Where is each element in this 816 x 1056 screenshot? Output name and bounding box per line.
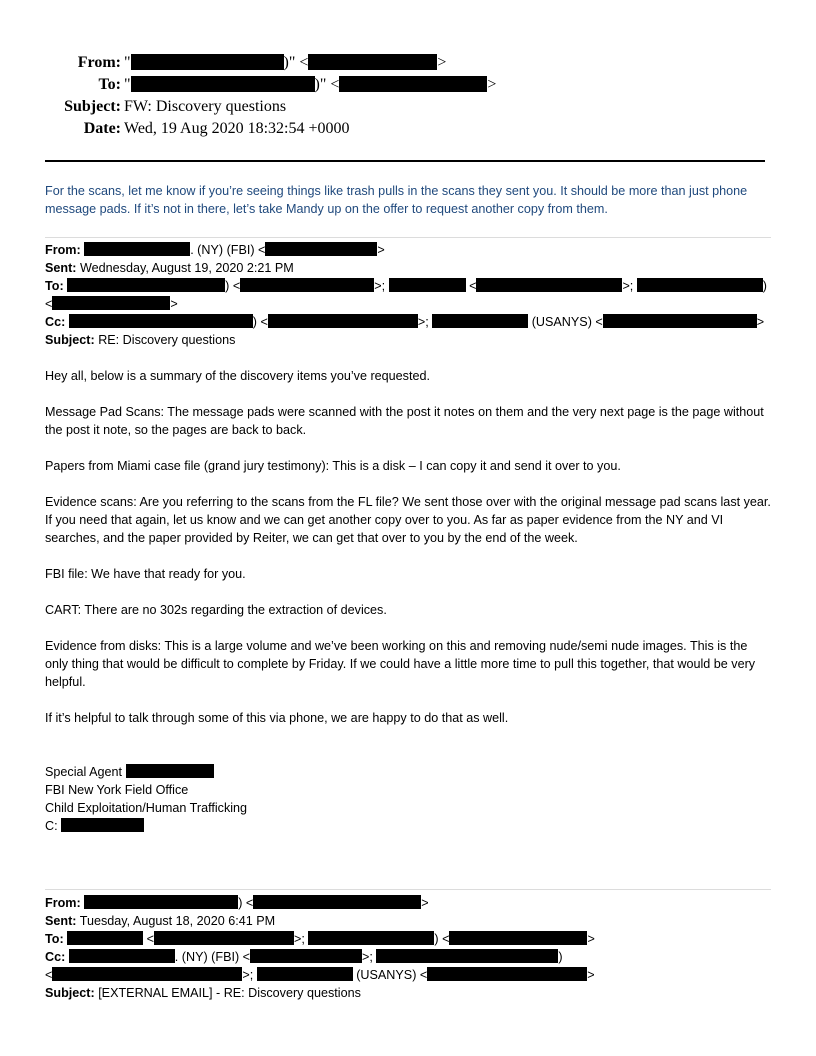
redaction [432,314,528,328]
redaction [476,278,622,292]
redaction [67,931,143,945]
redaction [126,764,214,778]
signature-title: Special Agent [45,763,214,781]
msg1-cc: Cc: ) < >; (USANYS) < > [45,315,765,329]
signature-office: FBI New York Field Office [45,783,189,797]
redaction [84,242,190,256]
redaction [268,314,418,328]
msg2-to: To: < >; ) < > [45,932,595,946]
paragraph: If it’s helpful to talk through some of this via phone, we are happy to do that as well. [45,711,509,725]
redaction [52,967,242,981]
msg1-body [45,367,773,727]
to-label: To: [98,76,121,93]
redaction [637,278,763,292]
subject-label: Subject: [64,98,121,115]
paragraph: FBI file: We have that ready for you. [45,567,246,581]
redaction [308,54,437,70]
message-divider [45,237,771,238]
msg1-to-cont: < > [45,297,178,311]
message-divider [45,889,771,890]
redaction [250,949,362,963]
msg2-cc-cont: < >; (USANYS) < > [45,968,595,982]
redaction [253,895,421,909]
from-value: " )" < > [124,54,447,71]
redaction [131,54,284,70]
redaction [449,931,587,945]
paragraph: Message Pad Scans: The message pads were scanned with the post it notes on them and the very next page is the page without the post it note, so the pages are back to back. [45,405,764,437]
signature-unit: Child Exploitation/Human Trafficking [45,801,248,815]
header-divider [45,160,765,162]
redaction [84,895,238,909]
date-value: Wed, 19 Aug 2020 18:32:54 +0000 [124,120,350,137]
redaction [154,931,294,945]
date-label: Date: [83,120,121,137]
paragraph: CART: There are no 302s regarding the extraction of devices. [45,603,387,617]
redaction [603,314,757,328]
redaction [131,76,315,92]
reply-body: For the scans, let me know if you’re seeing things like trash pulls in the scans they sent you. It should be more than just phone message pads. If it’s not in there, let’s take Mandy up on the offer to request another copy from them. [45,184,748,216]
redaction [240,278,374,292]
to-value: " )" < > [124,76,497,93]
msg2-subject: Subject: [EXTERNAL EMAIL] - RE: Discovery questions [45,986,361,1000]
redaction [61,818,144,832]
redaction [389,278,466,292]
redaction [69,314,253,328]
signature-cell: C: [45,817,144,835]
redaction [265,242,377,256]
redaction [67,278,225,292]
msg1-sent: Sent: Wednesday, August 19, 2020 2:21 PM [45,261,294,275]
redaction [257,967,353,981]
redaction [52,296,170,310]
msg1-to: To: ) < >; < >; ) [45,279,767,293]
subject-value: FW: Discovery questions [124,98,287,115]
msg1-from: From: . (NY) (FBI) < > [45,243,385,257]
msg1-subject: Subject: RE: Discovery questions [45,333,236,347]
redaction [339,76,487,92]
redaction [308,931,434,945]
paragraph: Evidence scans: Are you referring to the scans from the FL file? We sent those over with the original message pad scans last year. If you need that again, let us know and we can get another copy over to you. As far as paper evidence from the NY and VI searches, and the paper provided by Reiter, we can get that over to you by the end of the week. [45,495,771,545]
msg2-from: From: ) < > [45,896,429,910]
msg2-sent: Sent: Tuesday, August 18, 2020 6:41 PM [45,914,276,928]
paragraph: Papers from Miami case file (grand jury testimony): This is a disk – I can copy it and send it over to you. [45,459,621,473]
paragraph: Evidence from disks: This is a large volume and we’ve been working on this and removing nude/semi nude images. This is the only thing that would be difficult to complete by Friday. If we could have a little more time to pull this together, that would be very helpful. [45,639,756,689]
redaction [376,949,558,963]
redaction [427,967,587,981]
redaction [69,949,175,963]
paragraph: Hey all, below is a summary of the discovery items you’ve requested. [45,369,430,383]
from-label: From: [77,54,121,71]
msg2-cc: Cc: . (NY) (FBI) < >; ) [45,950,563,964]
